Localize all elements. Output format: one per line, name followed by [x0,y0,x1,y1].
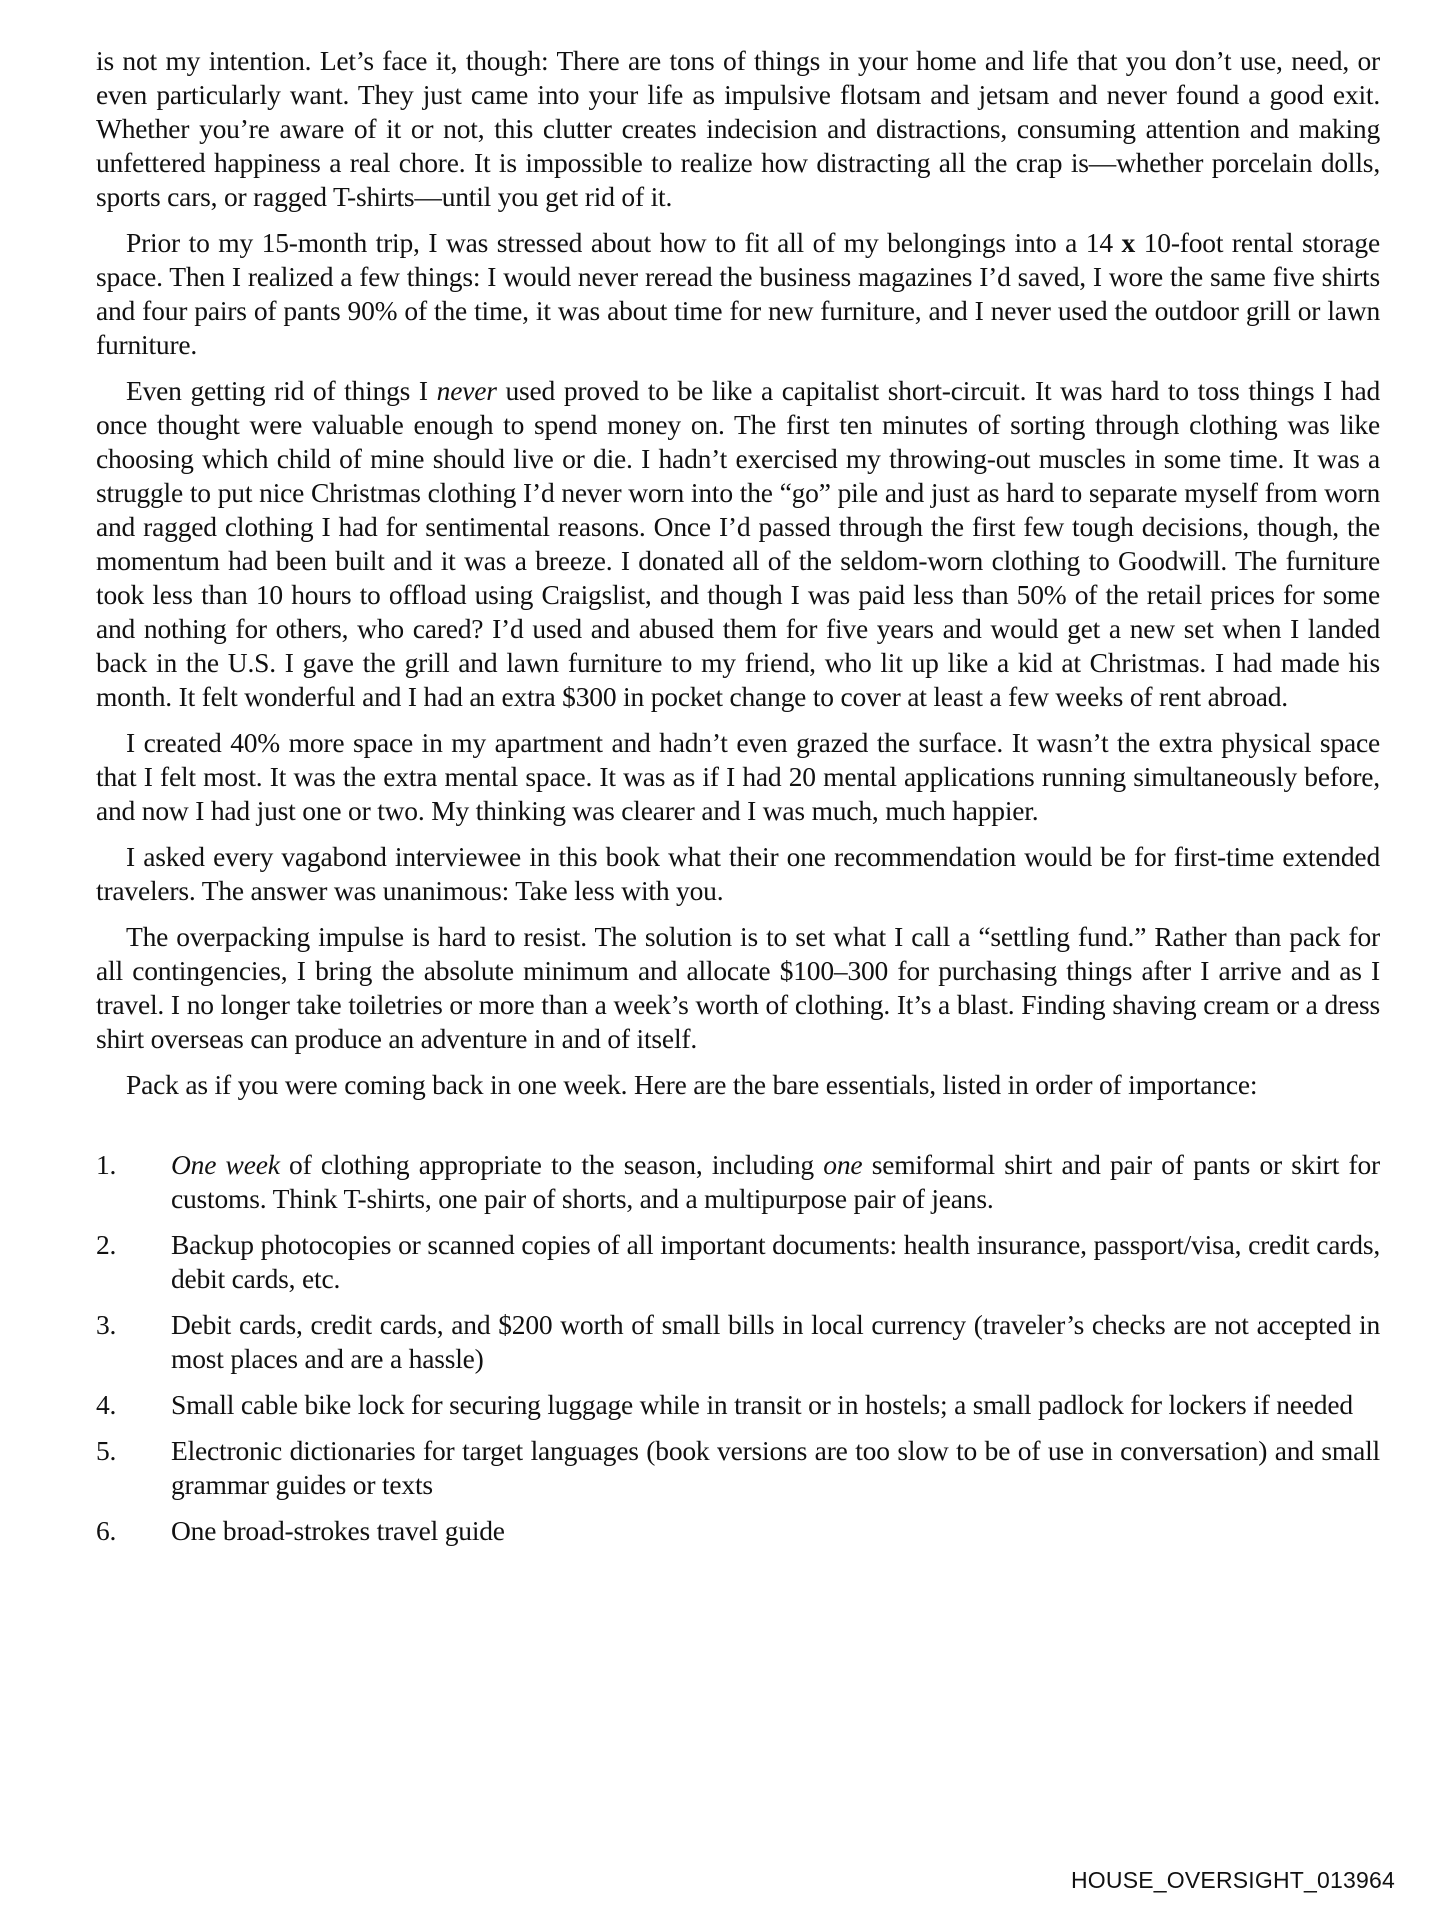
list-item [96,1148,1380,1216]
list-item [96,1388,1380,1422]
text-segment: I asked every vagabond interviewee in this book what their one recommendation would be for first-time extended travelers. The answer was unanimous: Take less with you. [96,841,1380,906]
paragraph-more-space [96,726,1380,828]
text-segment-italic: One week [171,1149,280,1180]
paragraph-continuation [96,44,1380,214]
paragraph-getting-rid [96,374,1380,714]
paragraph-settling-fund [96,920,1380,1056]
list-item [96,1514,1380,1548]
list-number: 5. [96,1435,117,1466]
bates-stamp: HOUSE_OVERSIGHT_013964 [1071,1867,1395,1893]
essentials-list [96,1148,1380,1548]
list-text: Debit cards, credit cards, and $200 worth of small bills in local currency (traveler’s checks are not accepted in most places and are a hassle) [171,1309,1380,1374]
list-text: Small cable bike lock for securing luggage while in transit or in hostels; a small padlock for lockers if needed [171,1389,1353,1420]
list-number: 2. [96,1229,117,1260]
text-segment: Pack as if you were coming back in one week. Here are the bare essentials, listed in order of importance: [126,1069,1258,1100]
list-number: 4. [96,1389,117,1420]
text-segment: Even getting rid of things I [126,375,437,406]
list-number: 6. [96,1515,117,1546]
paragraph-pack-intro [96,1068,1380,1102]
text-segment: semiformal shirt and pair of pants or skirt for customs. Think T-shirts, one pair of shorts, and a multipurpose pair of jeans. [171,1149,1380,1214]
text-segment-italic: never [436,375,497,406]
text-segment: is not my intention. Let’s face it, though: There are tons of things in your home and life that you don’t use, need, or even particularly want. They just came into your life as impulsive flotsam and jetsam and never found a good exit. Whether you’re aware of it or not, this clutter creates indecision and distractions, consuming attention and making unfettered happiness a real chore. It is impossible to realize how distracting all the crap is—whether porcelain dolls, sports cars, or ragged T-shirts—until you get rid of it. [96,45,1380,212]
list-item [96,1434,1380,1502]
list-item [96,1228,1380,1296]
document-page [96,44,1380,1560]
text-segment: The overpacking impulse is hard to resist. The solution is to set what I call a “settling fund.” Rather than pack for all contingencies, I bring the absolute minimum and allocate $100–300 for purchasing things after I arrive and as I travel. I no longer take toiletries or more than a week’s worth of clothing. It’s a blast. Finding shaving cream or a dress shirt overseas can produce an adventure in and of itself. [96,921,1380,1054]
text-segment: 10-foot rental storage space. Then I realized a few things: I would never reread the business magazines I’d saved, I wore the same five shirts and four pairs of pants 90% of the time, it was about time for new furniture, and I never used the outdoor grill or lawn furniture. [96,227,1380,360]
text-segment: used proved to be like a capitalist short-circuit. It was hard to toss things I had once thought were valuable enough to spend money on. The first ten minutes of sorting through clothing was like choosing which child of mine should live or die. I hadn’t exercised my throwing-out muscles in some time. It was a struggle to put nice Christmas clothing I’d never worn into the “go” pile and just as hard to separate myself from worn and ragged clothing I had for sentimental reasons. Once I’d passed through the first few tough decisions, though, the momentum had been built and it was a breeze. I donated all of the seldom-worn clothing to Goodwill. The furniture took less than 10 hours to offload using Craigslist, and though I was paid less than 50% of the retail prices for some and nothing for others, who cared? I’d used and abused them for five years and would get a new set when I landed back in the U.S. I gave the grill and lawn furniture to my friend, who lit up like a kid at Christmas. I had made his month. It felt wonderful and I had an extra $300 in pocket change to cover at least a few weeks of rent abroad. [96,375,1380,712]
text-segment-italic: one [823,1149,863,1180]
text-segment: I created 40% more space in my apartment and hadn’t even grazed the surface. It wasn’t the extra physical space that I felt most. It was the extra mental space. It was as if I had 20 mental applications running simultaneously before, and now I had just one or two. My thinking was clearer and I was much, much happier. [96,727,1380,826]
paragraph-storage-space [96,226,1380,362]
list-text: One broad-strokes travel guide [171,1515,505,1546]
list-text: Backup photocopies or scanned copies of all important documents: health insurance, passport/visa, credit cards, debit cards, etc. [171,1229,1380,1294]
paragraph-interviewee [96,840,1380,908]
list-text [171,1148,1380,1216]
text-segment-bold: x [1121,227,1136,258]
list-number: 3. [96,1309,117,1340]
text-segment: of clothing appropriate to the season, including [279,1149,824,1180]
list-item [96,1308,1380,1376]
list-number: 1. [96,1149,117,1180]
list-text: Electronic dictionaries for target languages (book versions are too slow to be of use in conversation) and small grammar guides or texts [171,1435,1380,1500]
text-segment: Prior to my 15-month trip, I was stressed about how to fit all of my belongings into a 14 [126,227,1122,258]
